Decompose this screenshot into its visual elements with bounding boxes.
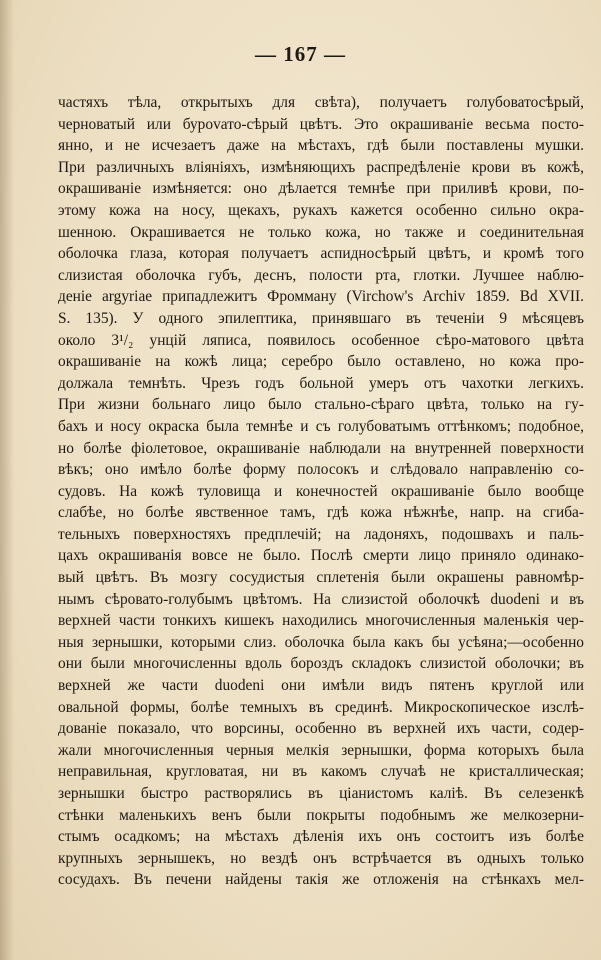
text-line: шенною. Окрашивается не только кожа, но также и соединительная bbox=[58, 223, 584, 241]
body-text bbox=[58, 92, 584, 891]
text-line: верхней части тонкихъ кишекъ находились многочисленныя маленькія чер- bbox=[58, 612, 584, 630]
text-line: S. 135). У одного эпилептика, принявшаго въ теченіи 9 мѣсяцевъ bbox=[58, 309, 584, 327]
text-line: они были многочисленны вдоль бороздъ складокъ слизистой оболочки; въ bbox=[58, 655, 584, 673]
text-line: должала темнѣть. Чрезъ годъ больной умеръ отъ чахотки легкихъ. bbox=[58, 374, 584, 392]
text-line: оболочка глаза, которая получаетъ аспидносѣрый цвѣтъ, и кромѣ того bbox=[58, 245, 584, 263]
text-line: При различныхъ вліяніяхъ, измѣняющихъ распредѣленіе крови въ кожѣ, bbox=[58, 158, 584, 176]
text-line: цахъ окрашиванія вовсе не было. Послѣ смерти лицо приняло одинако- bbox=[58, 547, 584, 565]
text-line: вый цвѣтъ. Въ мозгу сосудистыя сплетенія были окрашены равномѣр- bbox=[58, 569, 584, 587]
text-line: дованіе показало, что ворсины, особенно въ верхней ихъ части, содер- bbox=[58, 720, 584, 738]
text-line: тельныхъ поверхностяхъ предплечій; на ладоняхъ, подошвахъ и паль- bbox=[58, 525, 584, 543]
text-line: окрашиваніе измѣняется: оно дѣлается темнѣе при приливѣ крови, по- bbox=[58, 180, 584, 198]
text-line: овальной формы, болѣе темныхъ въ срединѣ. Микроскопическое изслѣ- bbox=[58, 698, 584, 716]
text-line: бахъ и носу окраска была темнѣе и съ голубоватымъ оттѣнкомъ; подобное, bbox=[58, 417, 584, 435]
text-line: стѣнки маленькихъ венъ были покрыты подобнымъ же мелкозерни- bbox=[58, 806, 584, 824]
text-line: ныя зернышки, которыми слиз. оболочка была какъ бы усѣяна;—особенно bbox=[58, 633, 584, 651]
text-line: сосудахъ. Въ печени найдены такія же отложенія на стѣнкахъ мел- bbox=[58, 871, 584, 889]
text-line: слизистая оболочка губъ, деснъ, полости рта, глотки. Лучшее наблю- bbox=[58, 266, 584, 284]
text-line: крупныхъ зернышекъ, но вездѣ онъ встрѣчается въ одныхъ только bbox=[58, 849, 584, 867]
text-line: слабѣе, но болѣе явственное тамъ, гдѣ кожа нѣжнѣе, напр. на сгиба- bbox=[58, 504, 584, 522]
text-line: вѣкъ; оно имѣло болѣе форму полосокъ и слѣдовало направленію со- bbox=[58, 461, 584, 479]
text-line: неправильная, кругловатая, ни въ какомъ случаѣ не кристаллическая; bbox=[58, 763, 584, 781]
text-line: При жизни больнаго лицо было стально-сѣраго цвѣта, только на гу- bbox=[58, 396, 584, 414]
text-line: янно, и не исчезаетъ даже на мѣстахъ, гдѣ были поставлены мушки. bbox=[58, 137, 584, 155]
text-line: зернышки быстро растворялись въ ціанистомъ каліѣ. Въ селезенкѣ bbox=[58, 785, 584, 802]
text-line: черноватый или бурovато-сѣрый цвѣтъ. Это окрашиваніе весьма посто- bbox=[58, 115, 584, 133]
text-line: окрашиваніе на кожѣ лица; серебро было оставлено, но кожа про- bbox=[58, 353, 584, 371]
text-line: нымъ сѣровато-голубымъ цвѣтомъ. На слизистой оболочкѣ duodeni и въ bbox=[58, 590, 584, 608]
text-line: судовъ. На кожѣ туловища и конечностей окрашиваніе было вообще bbox=[58, 482, 584, 500]
binding-shadow bbox=[0, 0, 14, 960]
text-line: жали многочисленныя черныя мелкія зернышки, форма которыхъ была bbox=[58, 741, 584, 759]
text-line: частяхъ тѣла, открытыхъ для свѣта), получаетъ голубоватосѣрый, bbox=[58, 94, 584, 111]
text-line: верхней же части duodeni они имѣли видъ пятенъ круглой или bbox=[58, 677, 584, 695]
text-line: около 3¹/₂ унцій ляписа, появилось особенное сѣро-матового цвѣта bbox=[58, 331, 584, 349]
text-line: деніе argyriae припадлежитъ Фромману (Virchow's Archiv 1859. Bd XVII. bbox=[58, 288, 584, 306]
text-line: но болѣе фіолетовое, окрашиваніе наблюдали на внутренней поверхности bbox=[58, 439, 584, 457]
page-number: — 167 — bbox=[255, 42, 346, 66]
text-line: этому кожа на носу, щекахъ, рукахъ кажется особенно сильно окра- bbox=[58, 201, 584, 219]
text-line: стымъ осадкомъ; на мѣстахъ дѣленія ихъ онъ состоитъ изъ болѣе bbox=[58, 828, 584, 846]
